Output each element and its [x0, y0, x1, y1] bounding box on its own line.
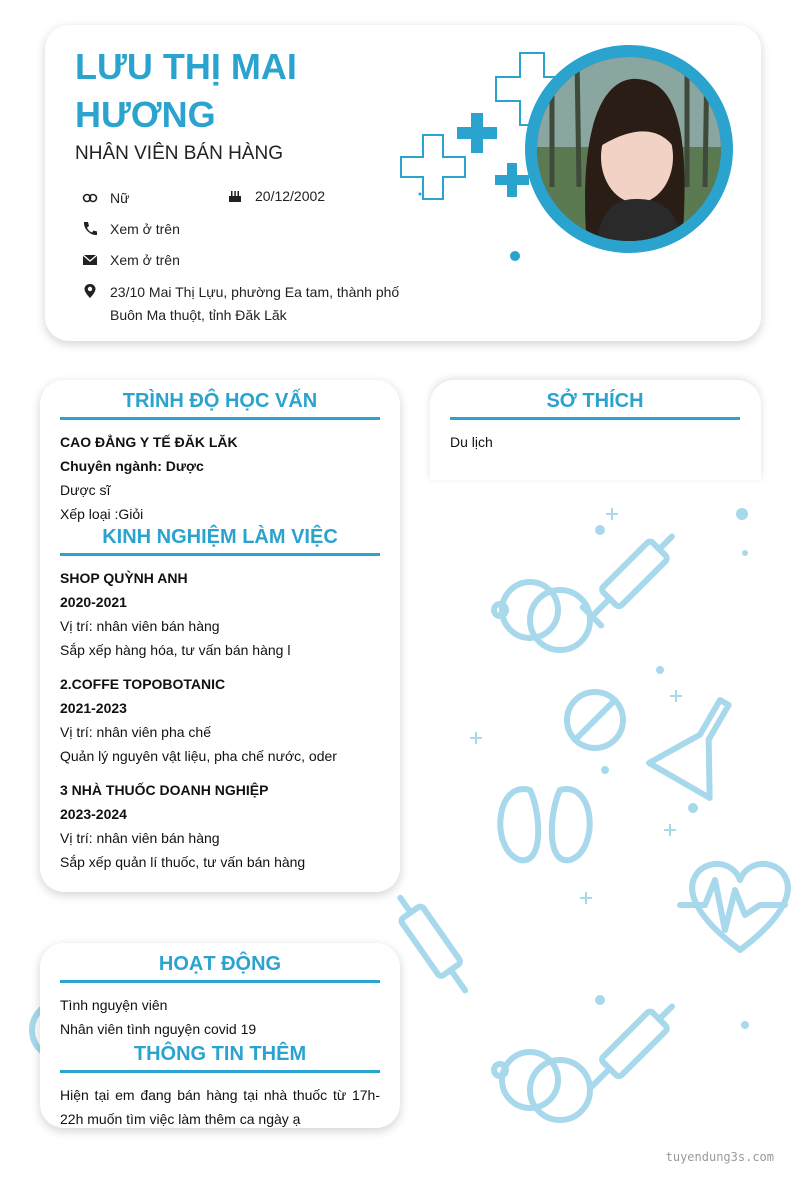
job-position: Vị trí: nhân viên bán hàng: [60, 618, 220, 634]
address-row: [80, 281, 410, 327]
activities-extra-card: [40, 943, 400, 1128]
extra-info-text: Hiện tại em đang bán hàng tại nhà thuốc từ 17h-22h muốn tìm việc làm thêm ca ngày ạ: [60, 1087, 380, 1127]
job-title: NHÂN VIÊN BÁN HÀNG: [75, 143, 283, 164]
major: Chuyên ngành: Dược: [60, 458, 204, 474]
hobbies-card: [430, 380, 761, 480]
cake-icon: [225, 188, 245, 207]
school-name: CAO ĐẲNG Y TẾ ĐĂK LĂK: [60, 434, 238, 450]
job-period: 2021-2023: [60, 700, 127, 716]
education-heading: TRÌNH ĐỘ HỌC VẤN: [60, 390, 380, 420]
watermark: tuyendung3s.com: [665, 1150, 774, 1164]
candidate-name: LƯU THỊ MAI HƯƠNG: [75, 46, 297, 135]
hobbies-heading: SỞ THÍCH: [450, 390, 740, 420]
email-row: [80, 252, 180, 271]
education-experience-card: [40, 380, 400, 892]
activity-item: Tình nguyện viên: [60, 997, 168, 1013]
experience-section: [60, 526, 380, 874]
job-position: Vị trí: nhân viên pha chế: [60, 724, 211, 740]
job-duties: Sắp xếp quản lí thuốc, tư vấn bán hàng: [60, 854, 306, 870]
job-entry: [60, 672, 380, 768]
birthday-value: 20/12/2002: [255, 188, 326, 204]
job-company: 3 NHÀ THUỐC DOANH NGHIỆP: [60, 782, 269, 798]
activities-heading: HOẠT ĐỘNG: [60, 953, 380, 983]
job-duties: Quản lý nguyên vật liệu, pha chế nước, oder: [60, 748, 337, 764]
job-company: 2.COFFE TOPOBOTANIC: [60, 676, 226, 692]
phone-value: Xem ở trên: [110, 221, 180, 237]
job-position: Vị trí: nhân viên bán hàng: [60, 830, 220, 846]
address-value: 23/10 Mai Thị Lựu, phường Ea tam, thành phố Buôn Ma thuột, tỉnh Đăk Lăk: [110, 284, 400, 323]
experience-heading: KINH NGHIỆM LÀM VIỆC: [60, 526, 380, 556]
profile-header-card: [45, 25, 761, 341]
hobbies-section: [450, 390, 740, 454]
degree: Dược sĩ: [60, 482, 111, 498]
gender-icon: [80, 190, 100, 209]
extra-info-heading: THÔNG TIN THÊM: [60, 1043, 380, 1073]
hobby-item: Du lịch: [450, 434, 493, 450]
gender-value: Nữ: [110, 190, 130, 206]
location-icon: [80, 283, 100, 306]
education-section: [60, 390, 380, 526]
gender-row: [80, 190, 129, 209]
phone-row: [80, 221, 180, 240]
job-period: 2020-2021: [60, 594, 127, 610]
email-value: Xem ở trên: [110, 252, 180, 268]
job-entry: [60, 566, 380, 662]
phone-icon: [80, 221, 100, 240]
mail-icon: [80, 252, 100, 271]
job-company: SHOP QUỲNH ANH: [60, 570, 188, 586]
job-entry: [60, 778, 380, 874]
activity-item: Nhân viên tình nguyện covid 19: [60, 1021, 257, 1037]
activities-section: [60, 953, 380, 1041]
rank: Xếp loại :Giỏi: [60, 506, 144, 522]
birthday-row: [225, 188, 325, 207]
extra-info-section: [60, 1043, 380, 1131]
job-period: 2023-2024: [60, 806, 127, 822]
avatar-frame: [525, 45, 733, 253]
job-duties: Sắp xếp hàng hóa, tư vấn bán hàng l: [60, 642, 291, 658]
avatar: [537, 57, 721, 241]
